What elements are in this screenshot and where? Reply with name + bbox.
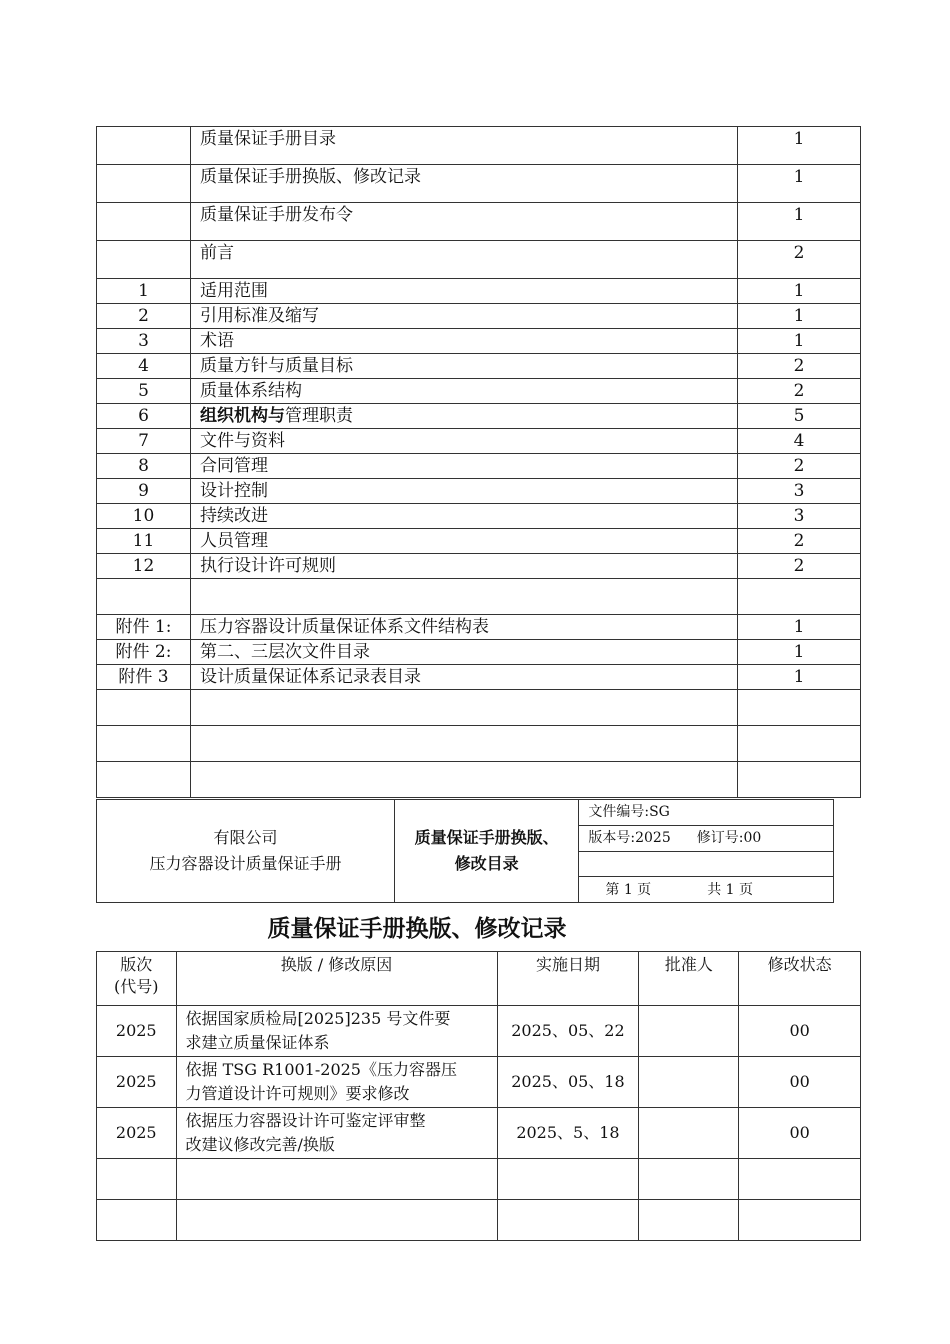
toc-pages: 1	[738, 203, 861, 241]
document-header	[96, 799, 834, 903]
revision-record-table	[96, 951, 861, 1241]
table-row	[97, 1057, 861, 1108]
table-row	[97, 203, 861, 241]
toc-pages: 2	[738, 454, 861, 479]
table-row-empty	[97, 690, 861, 726]
toc-num: 9	[97, 479, 191, 504]
toc-pages: 5	[738, 404, 861, 429]
col-date: 实施日期	[497, 952, 639, 1006]
toc-pages: 2	[738, 554, 861, 579]
toc-num	[97, 127, 191, 165]
toc-pages: 2	[738, 354, 861, 379]
toc-num	[97, 762, 191, 798]
approver	[639, 1108, 739, 1159]
toc-pages: 2	[738, 529, 861, 554]
table-row-empty	[97, 1200, 861, 1241]
table-row	[97, 640, 861, 665]
toc-title: 文件与资料	[191, 429, 738, 454]
status: 00	[739, 1057, 861, 1108]
company-cell	[97, 800, 395, 903]
toc-title-rest: 管理职责	[285, 406, 353, 426]
toc-pages: 1	[738, 304, 861, 329]
toc-title: 执行设计许可规则	[191, 554, 738, 579]
reason	[176, 1108, 497, 1159]
reason-line2: 改建议修改完善/换版	[185, 1135, 335, 1154]
status: 00	[739, 1108, 861, 1159]
toc-title-bold: 组织机构与	[200, 406, 285, 426]
table-row-empty	[97, 1159, 861, 1200]
edition: 2025	[97, 1108, 177, 1159]
status	[739, 1159, 861, 1200]
toc-pages	[738, 579, 861, 615]
col-approver: 批准人	[639, 952, 739, 1006]
toc-num: 6	[97, 404, 191, 429]
toc-num	[97, 579, 191, 615]
contents-table	[96, 126, 861, 798]
toc-title: 第二、三层次文件目录	[191, 640, 738, 665]
reason	[176, 1057, 497, 1108]
approver	[639, 1006, 739, 1057]
toc-num: 12	[97, 554, 191, 579]
date: 2025、05、22	[497, 1006, 639, 1057]
table-row	[97, 127, 861, 165]
toc-pages: 4	[738, 429, 861, 454]
toc-pages: 1	[738, 127, 861, 165]
doc-number: 文件编号:SG	[579, 800, 834, 826]
toc-title: 引用标准及缩写	[191, 304, 738, 329]
reason-line1: 依据国家质检局[2025]235 号文件要	[185, 1009, 451, 1028]
toc-num	[97, 726, 191, 762]
table-row	[97, 529, 861, 554]
revision: 修订号:00	[696, 830, 762, 847]
toc-num	[97, 690, 191, 726]
toc-title: 适用范围	[191, 279, 738, 304]
toc-num: 4	[97, 354, 191, 379]
edition: 2025	[97, 1006, 177, 1057]
toc-title: 质量方针与质量目标	[191, 354, 738, 379]
status: 00	[739, 1006, 861, 1057]
col-reason: 换版 / 修改原因	[176, 952, 497, 1006]
toc-pages: 1	[738, 279, 861, 304]
table-row	[97, 241, 861, 279]
reason-line1: 依据压力容器设计许可鉴定评审整	[185, 1111, 426, 1130]
toc-num: 11	[97, 529, 191, 554]
col-edition	[97, 952, 177, 1006]
toc-pages	[738, 690, 861, 726]
toc-pages: 3	[738, 479, 861, 504]
toc-num	[97, 165, 191, 203]
toc-pages: 2	[738, 379, 861, 404]
reason	[176, 1200, 497, 1241]
toc-title	[191, 404, 738, 429]
edition	[97, 1159, 177, 1200]
toc-num	[97, 241, 191, 279]
status	[739, 1200, 861, 1241]
version: 版本号:2025	[588, 830, 671, 847]
table-row	[97, 1006, 861, 1057]
toc-num: 7	[97, 429, 191, 454]
table-row	[97, 329, 861, 354]
toc-title: 压力容器设计质量保证体系文件结构表	[191, 615, 738, 640]
date: 2025、05、18	[497, 1057, 639, 1108]
toc-title: 术语	[191, 329, 738, 354]
toc-num: 5	[97, 379, 191, 404]
toc-title: 合同管理	[191, 454, 738, 479]
toc-title	[191, 690, 738, 726]
table-row	[97, 304, 861, 329]
toc-num: 2	[97, 304, 191, 329]
table-row-empty	[97, 726, 861, 762]
toc-pages: 1	[738, 165, 861, 203]
table-row	[97, 665, 861, 690]
toc-num: 附件 2:	[97, 640, 191, 665]
toc-title	[191, 726, 738, 762]
table-header-row	[97, 952, 861, 1006]
date: 2025、5、18	[497, 1108, 639, 1159]
toc-num: 3	[97, 329, 191, 354]
toc-title	[191, 579, 738, 615]
toc-num: 10	[97, 504, 191, 529]
col-status: 修改状态	[739, 952, 861, 1006]
reason	[176, 1159, 497, 1200]
toc-title: 质量保证手册换版、修改记录	[191, 165, 738, 203]
company-name: 有限公司	[213, 828, 278, 847]
reason-line2: 力管道设计许可规则》要求修改	[185, 1084, 410, 1103]
document-title-cell	[394, 800, 578, 903]
date	[497, 1200, 639, 1241]
col-edition-line1: 版次	[120, 955, 153, 974]
toc-title: 质量体系结构	[191, 379, 738, 404]
table-row	[97, 479, 861, 504]
manual-name: 压力容器设计质量保证手册	[149, 854, 342, 873]
edition: 2025	[97, 1057, 177, 1108]
table-row	[97, 615, 861, 640]
total-pages: 共 1 页	[707, 881, 753, 898]
toc-title	[191, 762, 738, 798]
table-row-empty	[97, 579, 861, 615]
record-title: 质量保证手册换版、修改记录	[267, 916, 567, 942]
toc-num	[97, 203, 191, 241]
document-title-line1: 质量保证手册换版、	[414, 828, 559, 847]
version-cell	[579, 825, 834, 851]
table-row	[97, 165, 861, 203]
table-row-empty	[97, 762, 861, 798]
reason-line1: 依据 TSG R1001-2025《压力容器压	[185, 1060, 457, 1079]
toc-title: 持续改进	[191, 504, 738, 529]
toc-title: 设计控制	[191, 479, 738, 504]
toc-title: 人员管理	[191, 529, 738, 554]
table-row	[97, 504, 861, 529]
table-row	[97, 379, 861, 404]
table-row	[97, 554, 861, 579]
toc-pages: 1	[738, 615, 861, 640]
toc-title: 质量保证手册目录	[191, 127, 738, 165]
edition	[97, 1200, 177, 1241]
document-title-line2: 修改目录	[454, 854, 519, 873]
toc-pages: 2	[738, 241, 861, 279]
table-row	[97, 429, 861, 454]
toc-pages: 3	[738, 504, 861, 529]
table-row	[97, 354, 861, 379]
page-number: 第 1 页	[605, 881, 652, 898]
toc-pages: 1	[738, 665, 861, 690]
empty-info-cell	[579, 851, 834, 877]
approver	[639, 1057, 739, 1108]
table-row	[97, 279, 861, 304]
reason	[176, 1006, 497, 1057]
toc-num: 附件 3	[97, 665, 191, 690]
toc-title: 质量保证手册发布令	[191, 203, 738, 241]
toc-num: 8	[97, 454, 191, 479]
date	[497, 1159, 639, 1200]
reason-line2: 求建立质量保证体系	[185, 1033, 330, 1052]
toc-title: 设计质量保证体系记录表目录	[191, 665, 738, 690]
approver	[639, 1159, 739, 1200]
page-cell	[579, 877, 834, 903]
toc-pages: 1	[738, 329, 861, 354]
toc-pages	[738, 726, 861, 762]
toc-num: 附件 1:	[97, 615, 191, 640]
table-row	[97, 404, 861, 429]
toc-pages: 1	[738, 640, 861, 665]
table-row	[97, 1108, 861, 1159]
col-edition-line2: (代号)	[114, 977, 159, 996]
toc-pages	[738, 762, 861, 798]
toc-title: 前言	[191, 241, 738, 279]
table-row	[97, 454, 861, 479]
approver	[639, 1200, 739, 1241]
toc-num: 1	[97, 279, 191, 304]
